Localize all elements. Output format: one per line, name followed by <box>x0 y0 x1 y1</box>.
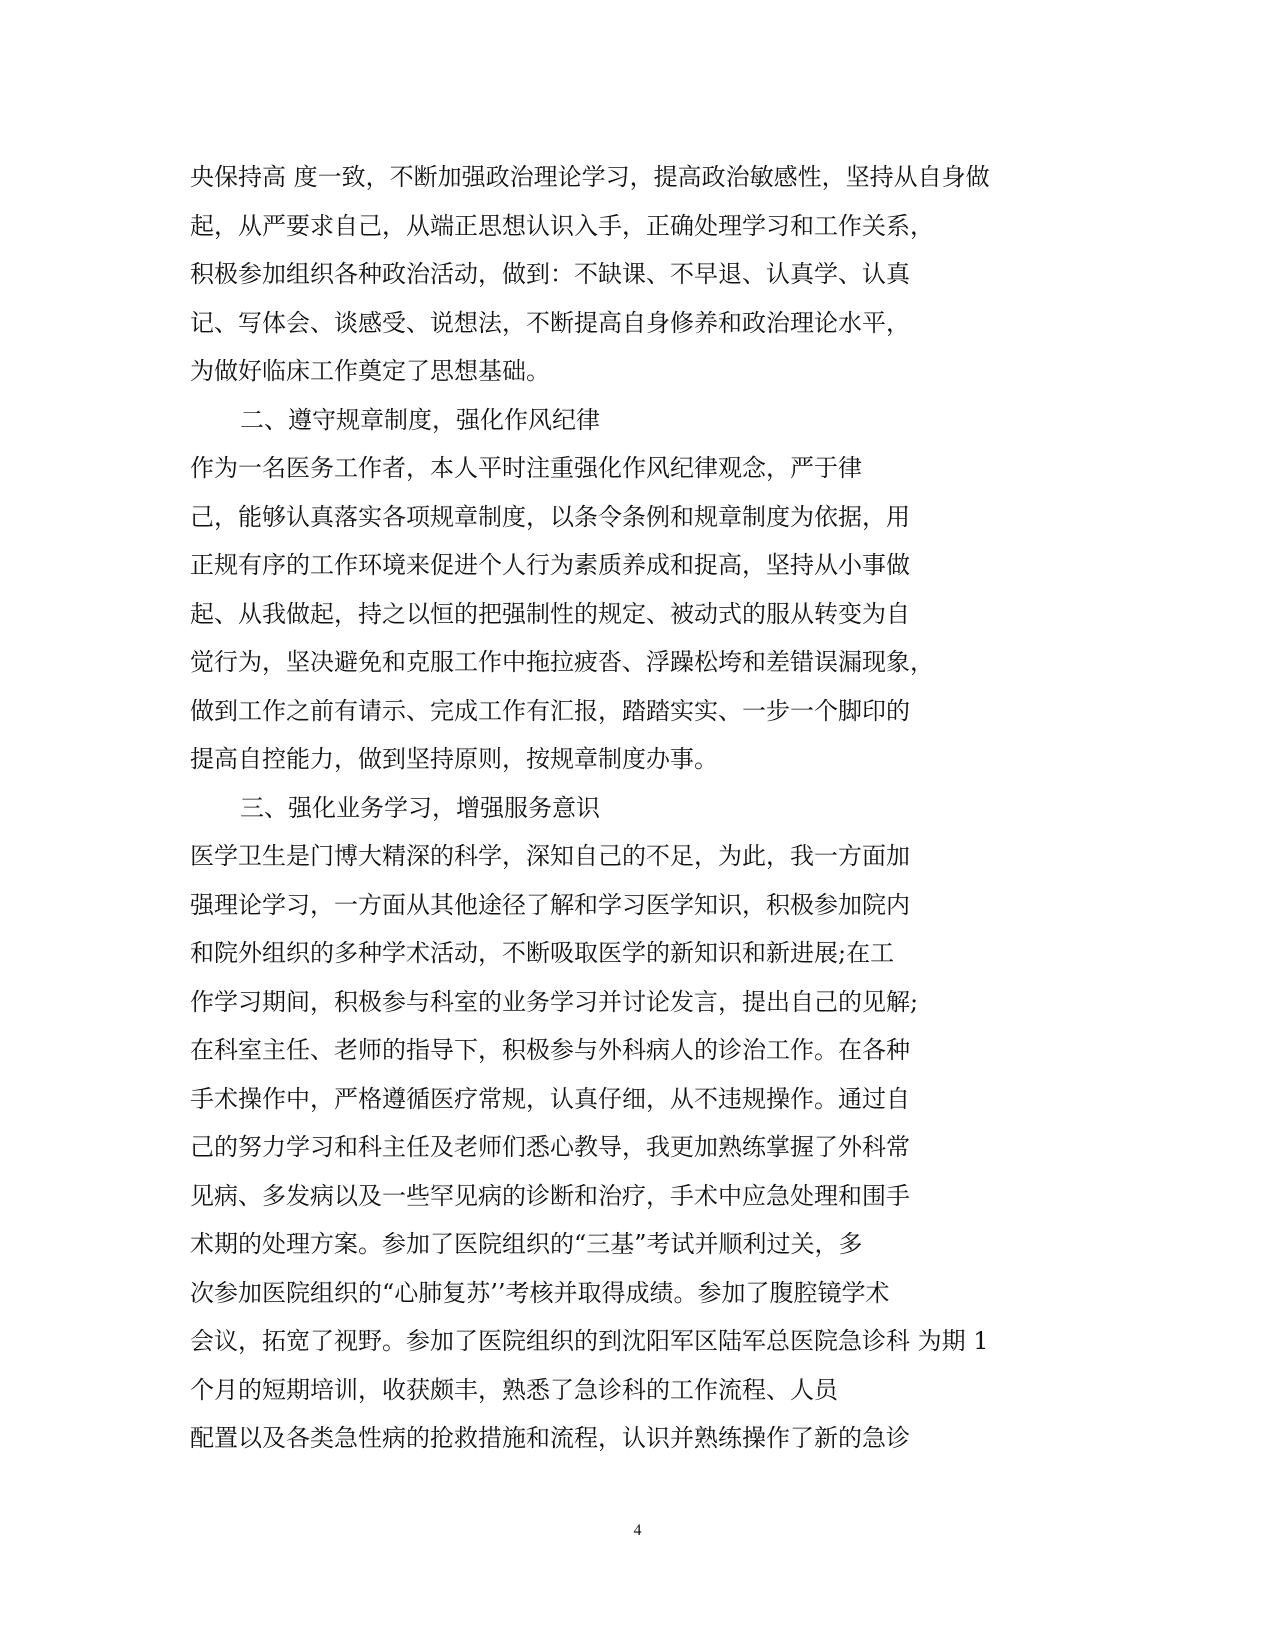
text-line: 会议，拓宽了视野。参加了医院组织的到沈阳军区陆军总医院急诊科 为期 1 <box>190 1327 989 1355</box>
text-line: 在科室主任、老师的指导下，积极参与外科病人的诊治工作。在各种 <box>190 1036 910 1064</box>
text-line: 央保持高 度一致，不断加强政治理论学习，提高政治敏感性，坚持从自身做 <box>190 163 990 191</box>
text-line: 做到工作之前有请示、完成工作有汇报，踏踏实实、一步一个脚印的 <box>190 696 910 725</box>
text-line: 起，从严要求自己，从端正思想认识入手，正确处理学习和工作关系， <box>190 211 934 240</box>
text-line: 记、写体会、谈感受、说想法，不断提高自身修养和政治理论水平， <box>190 308 910 337</box>
page-number: 4 <box>633 1522 642 1539</box>
text-line: 为做好临床工作奠定了思想基础。 <box>190 357 550 385</box>
text-line: 医学卫生是门博大精深的科学，深知自己的不足，为此，我一方面加 <box>190 842 910 870</box>
text-line: 提高自控能力，做到坚持原则，按规章制度办事。 <box>190 745 718 773</box>
text-line: 作学习期间，积极参与科室的业务学习并讨论发言，提出自己的见解; <box>190 987 919 1016</box>
text-line: 见病、多发病以及一些罕见病的诊断和治疗，手术中应急处理和围手 <box>190 1181 910 1210</box>
text-line: 己，能够认真落实各项规章制度，以条令条例和规章制度为依据，用 <box>190 502 910 531</box>
section-heading: 二、遵守规章制度，强化作风纪律 <box>240 405 600 434</box>
section-heading: 三、强化业务学习，增强服务意识 <box>240 793 600 822</box>
document-body <box>190 153 1090 1463</box>
text-line: 觉行为，坚决避免和克服工作中拖拉疲沓、浮躁松垮和差错误漏现象， <box>190 648 934 676</box>
text-line: 强理论学习，一方面从其他途径了解和学习医学知识，积极参加院内 <box>190 890 910 919</box>
text-line: 作为一名医务工作者，本人平时注重强化作风纪律观念，严于律 <box>190 454 862 482</box>
text-line: 己的努力学习和科主任及老师们悉心教导，我更加熟练掌握了外科常 <box>190 1133 910 1161</box>
text-line: 术期的处理方案。参加了医院组织的“三基”考试并顺利过关，多 <box>190 1230 863 1258</box>
text-line: 积极参加组织各种政治活动，做到：不缺课、不早退、认真学、认真 <box>190 260 910 288</box>
text-line: 个月的短期培训，收获颇丰，熟悉了急诊科的工作流程、人员 <box>190 1375 838 1404</box>
text-line: 手术操作中，严格遵循医疗常规，认真仔细，从不违规操作。通过自 <box>190 1084 910 1113</box>
text-line: 配置以及各类急性病的抢救措施和流程，认识并熟练操作了新的急诊 <box>190 1424 910 1452</box>
text-line: 和院外组织的多种学术活动，不断吸取医学的新知识和新进展;在工 <box>190 939 895 967</box>
text-line: 次参加医院组织的“心肺复苏’’考核并取得成绩。参加了腹腔镜学术 <box>190 1278 890 1307</box>
text-line: 正规有序的工作环境来促进个人行为素质养成和捉高，坚持从小事做 <box>190 551 910 579</box>
text-line: 起、从我做起，持之以恒的把强制性的规定、被动式的服从转变为自 <box>190 599 910 628</box>
